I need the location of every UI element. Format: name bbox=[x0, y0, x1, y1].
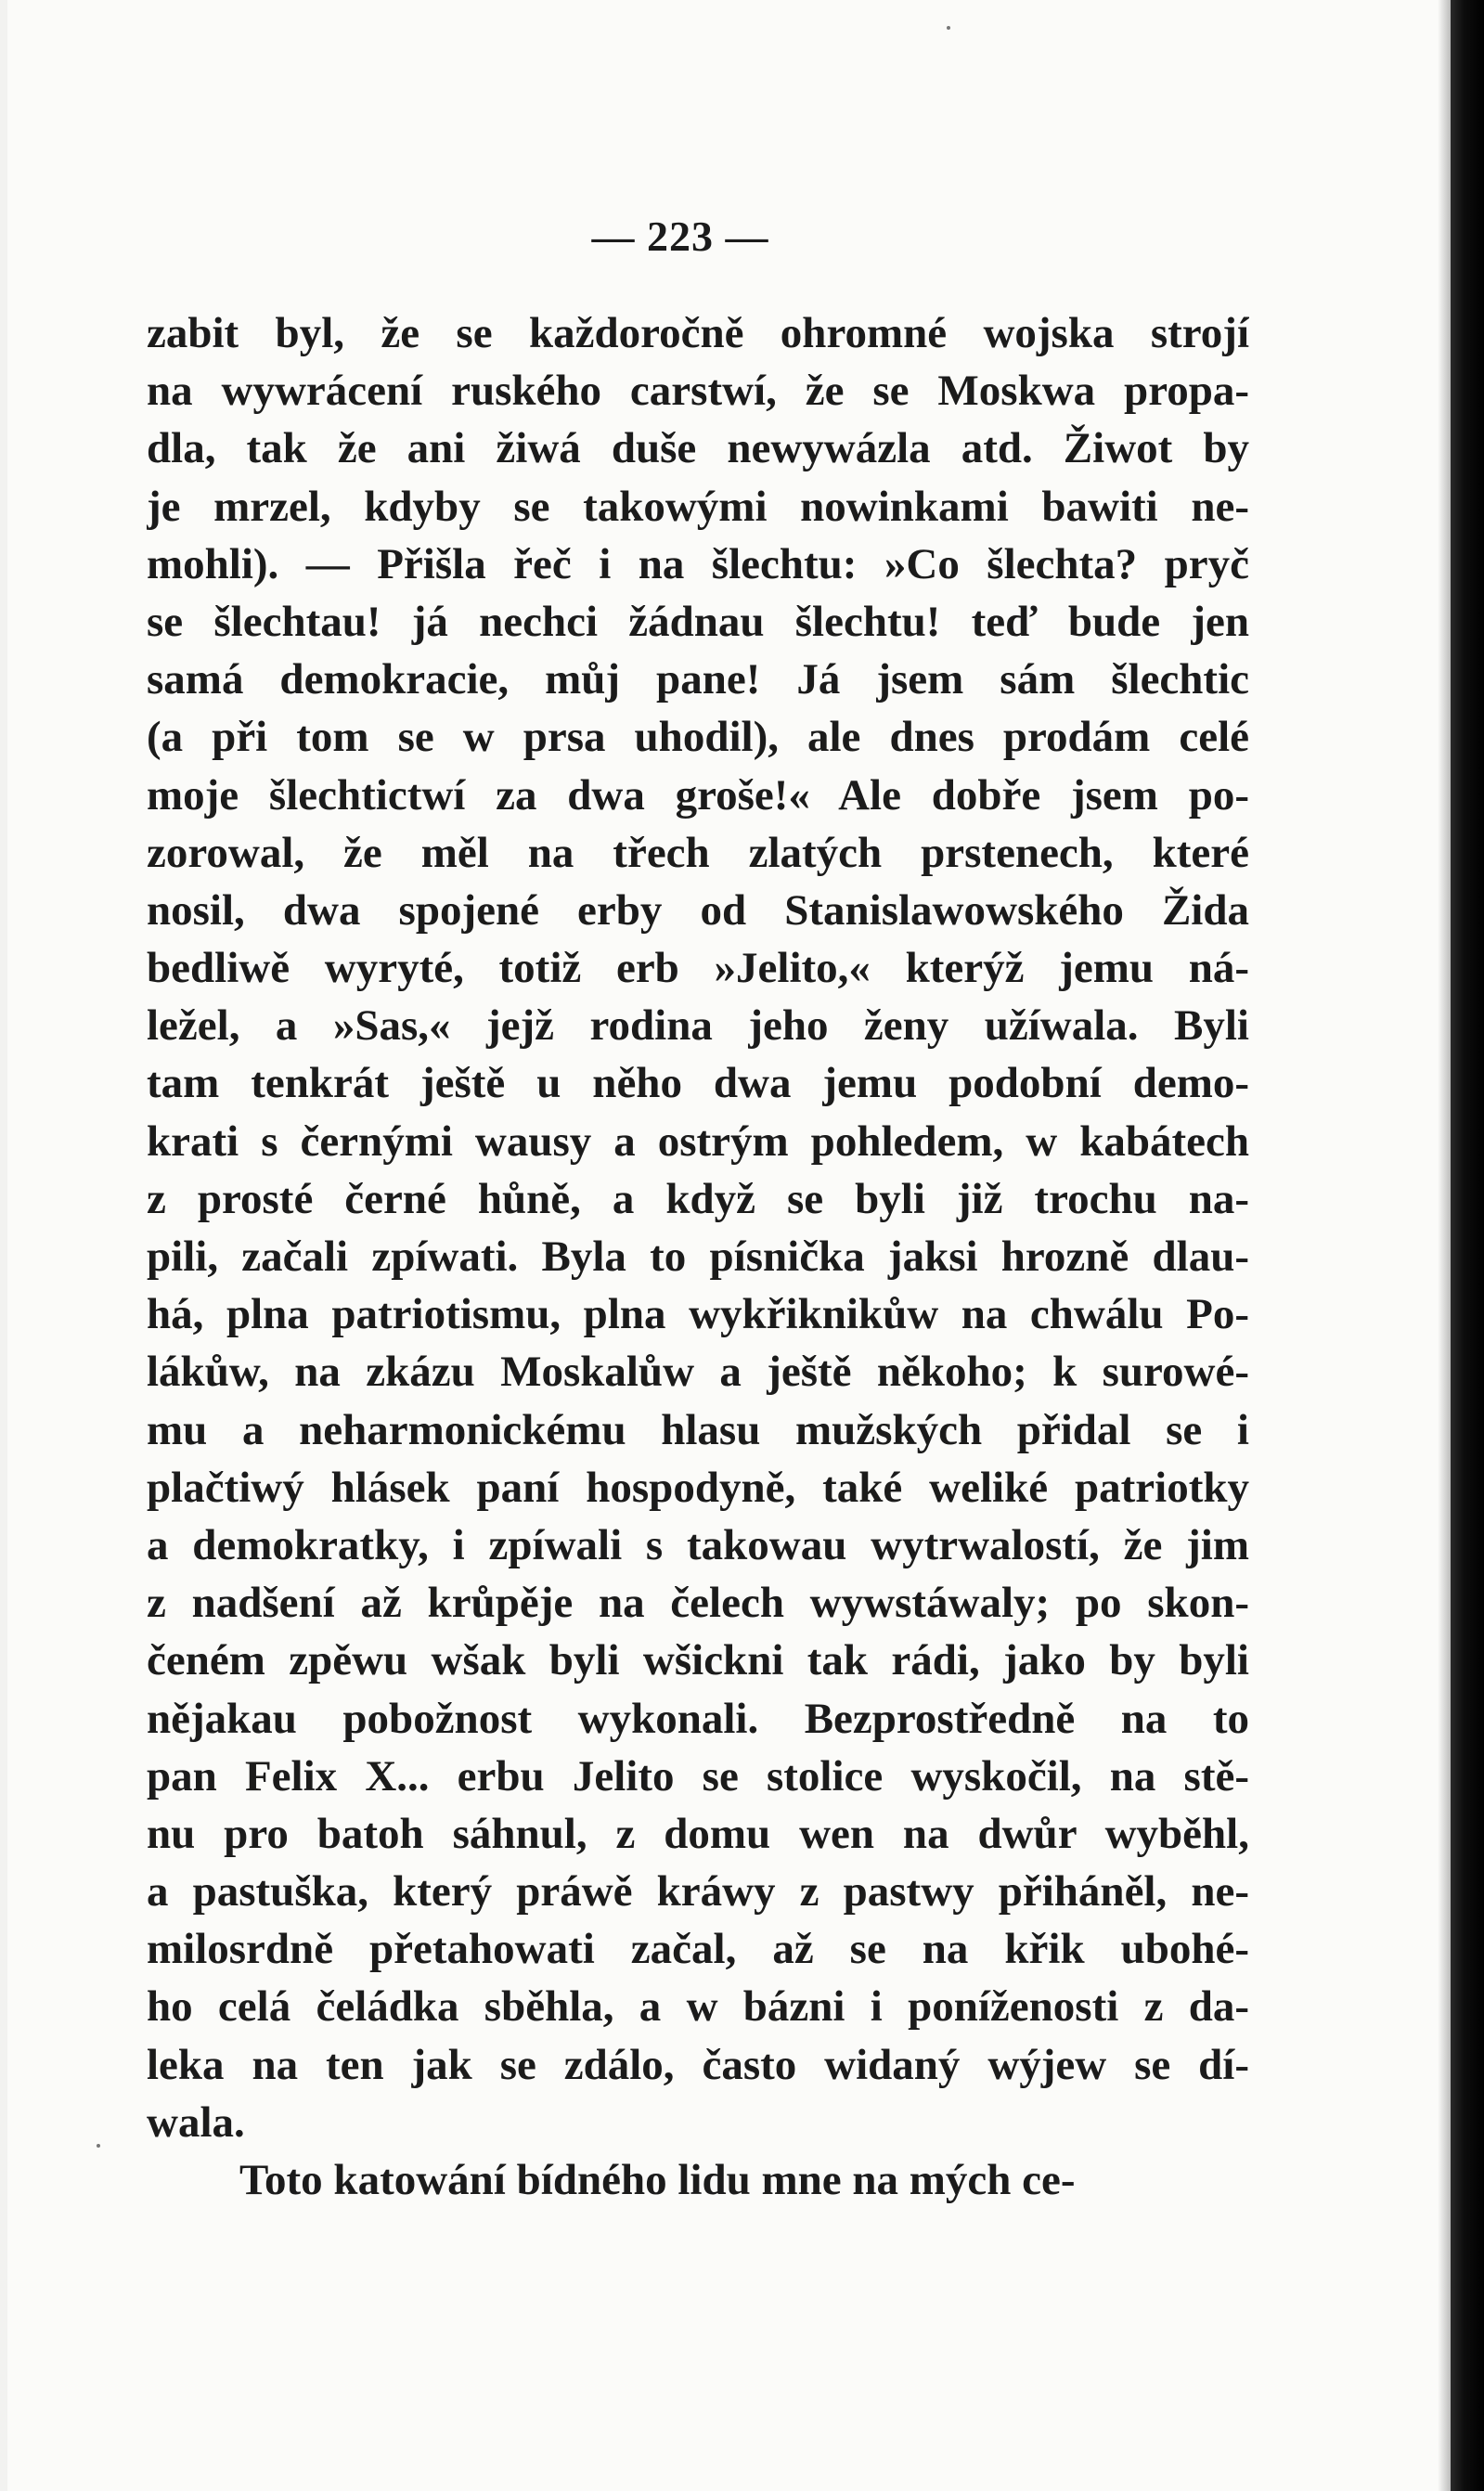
text-line: mohli). — Přišla řeč i na šlechtu: »Co šlechta? pryč bbox=[147, 539, 1249, 588]
text-line: tam tenkrát ještě u něho dwa jemu podobní demo- bbox=[147, 1059, 1249, 1108]
text-line: na wywrácení ruského carstwí, že se Moskwa propa- bbox=[147, 367, 1249, 416]
text-line: pan Felix X... erbu Jelito se stolice wyskočil, na stě- bbox=[147, 1751, 1249, 1800]
text-line: moje šlechtictwí za dwa groše!« Ale dobře jsem po- bbox=[147, 770, 1249, 820]
text-line: čeném zpěwu wšak byli wšickni tak rádi, jako by byli bbox=[147, 1636, 1249, 1685]
text-line: nosil, dwa spojené erby od Stanislawowského Žida bbox=[147, 885, 1249, 935]
text-line: bedliwě wyryté, totiž erb »Jelito,« kterýž jemu ná- bbox=[147, 944, 1249, 993]
text-line: samá demokracie, můj pane! Já jsem sám šlechtic bbox=[147, 655, 1249, 704]
text-line: pili, začali zpíwati. Byla to písnička jaksi hrozně dlau- bbox=[147, 1233, 1249, 1281]
text-line: z prosté černé hůně, a když se byli již trochu na- bbox=[147, 1174, 1249, 1223]
text-line: a pastuška, který práwě kráwy z pastwy přiháněl, ne- bbox=[147, 1867, 1249, 1917]
text-line: ležel, a »Sas,« jejž rodina jeho ženy užíwala. Byli bbox=[147, 1001, 1249, 1051]
page-number: — 223 — bbox=[591, 213, 769, 260]
text-line: há, plna patriotismu, plna wykřiknikůw na chwálu Po- bbox=[147, 1290, 1249, 1339]
text-line: a demokratky, i zpíwali s takowau wytrwalostí, že jim bbox=[147, 1520, 1249, 1569]
text-line: se šlechtau! já nechci žádnau šlechtu! teď bude jen bbox=[147, 597, 1249, 646]
text-line: milosrdně přetahowati začal, až se na křik ubohé- bbox=[147, 1925, 1249, 1974]
text-line: plačtiwý hlásek paní hospodyně, také weliké patriotky bbox=[147, 1463, 1249, 1512]
text-line: zorowal, že měl na třech zlatých prstenech, které bbox=[147, 828, 1249, 877]
text-line: ho celá čeládka sběhla, a w bázni i poníženosti z da- bbox=[147, 1982, 1249, 2032]
page-edge bbox=[1451, 0, 1484, 2491]
text-line: nu pro batoh sáhnul, z domu wen na dwůr wyběhl, bbox=[147, 1809, 1249, 1858]
text-line: (a při tom se w prsa uhodil), ale dnes prodám celé bbox=[147, 713, 1249, 762]
text-line: wala. bbox=[147, 2097, 245, 2147]
text-line: z nadšení až krůpěje na čelech wywstáwaly; po skon- bbox=[147, 1579, 1249, 1628]
paragraph-start-line: Toto katowání bídného lidu mne na mých ce- bbox=[239, 2156, 1076, 2204]
paper-speck bbox=[947, 26, 950, 30]
text-line: dla, tak že ani žiwá duše newywázla atd. Žiwot by bbox=[147, 424, 1249, 473]
text-line: leka na ten jak se zdálo, často widaný wýjew se dí- bbox=[147, 2040, 1249, 2089]
text-line: zabit byl, že se každoročně ohromné wojska strojí bbox=[147, 309, 1249, 357]
text-line: nějakau pobožnost wykonali. Bezprostředně na to bbox=[147, 1694, 1249, 1743]
text-line: mu a neharmonickému hlasu mužských přidal se i bbox=[147, 1405, 1249, 1454]
text-line: je mrzel, kdyby se takowými nowinkami bawiti ne- bbox=[147, 482, 1249, 531]
paper-speck bbox=[97, 2144, 100, 2148]
text-line: lákůw, na zkázu Moskalůw a ještě někoho; k surowé- bbox=[147, 1348, 1249, 1397]
page-gutter-shadow bbox=[1438, 0, 1451, 2491]
body-text bbox=[147, 304, 1249, 2209]
text-line: krati s černými wausy a ostrým pohledem, w kabátech bbox=[147, 1116, 1249, 1166]
